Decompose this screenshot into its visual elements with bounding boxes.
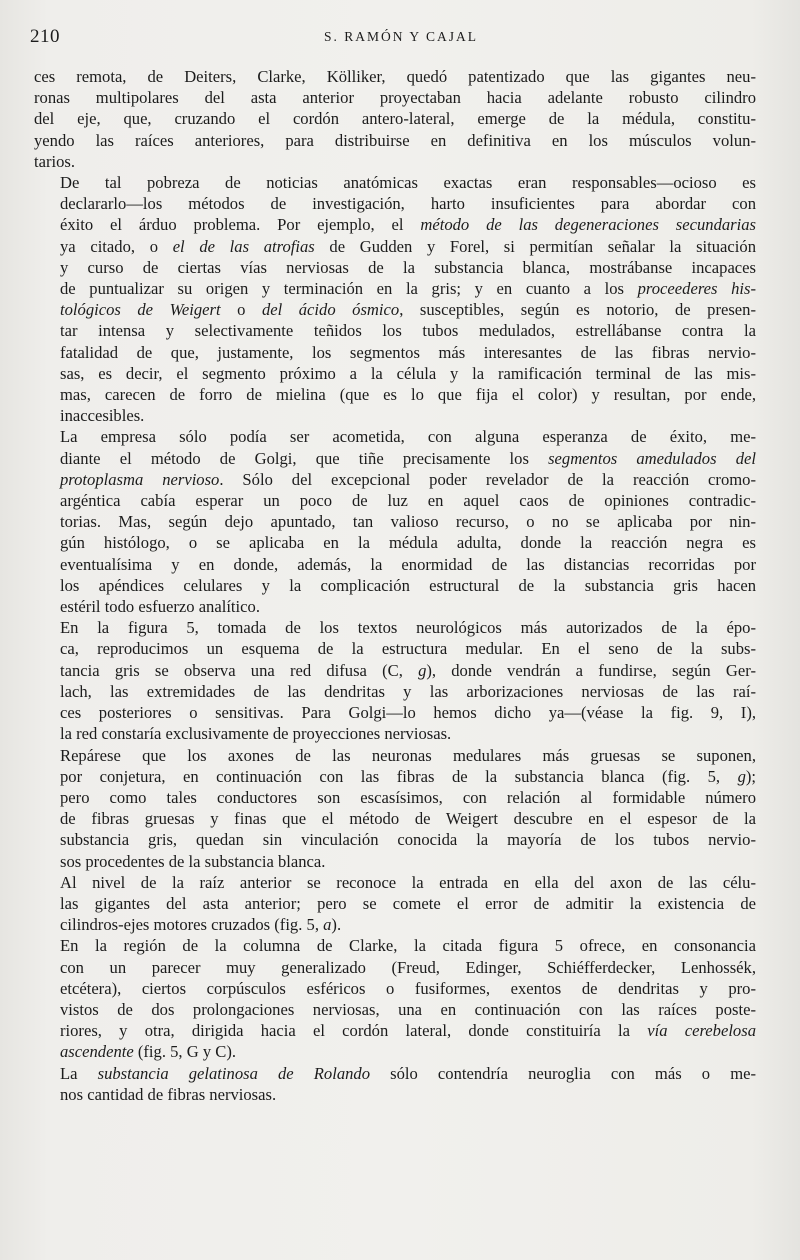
text-line: declararlo—los métodos de investigación, harto insuficientes para abordar con xyxy=(60,194,756,214)
text-line: tológicos de Weigert o del ácido ósmico, susceptibles, según es notorio, de presen- xyxy=(60,300,756,320)
text-line: tar intensa y selectivamente teñidos los tubos medulados, estrellábanse contra la xyxy=(60,321,756,341)
text-line: La substancia gelatinosa de Rolando sólo contendría neuroglia con más o me- xyxy=(60,1063,756,1083)
text-line: torias. Mas, según dejo apuntado, tan valioso recurso, o no se aplicaba por nin- xyxy=(60,512,756,532)
text-line: argéntica cabía esperar un poco de luz en aquel caos de opiniones contradic- xyxy=(60,491,756,511)
text-line: y curso de ciertas vías nerviosas de la substancia blanca, mostrábanse incapaces xyxy=(60,257,756,277)
text-line: éxito el árduo problema. Por ejemplo, el método de las degeneraciones secundarias xyxy=(60,215,756,235)
text-line: cilindros-ejes motores cruzados (fig. 5, a). xyxy=(60,915,342,935)
text-line: yendo las raíces anteriores, para distribuirse en definitiva en los músculos volun- xyxy=(34,130,756,150)
text-line: riores, y otra, dirigida hacia el cordón lateral, donde constituiría la vía cerebelosa xyxy=(60,1021,756,1041)
text-line: De tal pobreza de noticias anatómicas exactas eran responsables—ocioso es xyxy=(60,173,756,193)
text-line: tancia gris se observa una red difusa (C, g), donde vendrán a fundirse, según Ger- xyxy=(60,660,756,680)
running-head: S. RAMÓN Y CAJAL xyxy=(323,29,478,44)
text-line: vistos de dos prolongaciones nerviosas, una en continuación con las raíces poste- xyxy=(60,999,756,1019)
text-line: fatalidad de que, justamente, los segmentos más interesantes de las fibras nervio- xyxy=(60,342,756,362)
text-line: ya citado, o el de las atrofias de Gudden y Forel, si permitían señalar la situación xyxy=(60,236,756,256)
text-line: nos cantidad de fibras nerviosas. xyxy=(60,1084,277,1104)
text-line: ascendente (fig. 5, G y C). xyxy=(60,1042,237,1062)
text-line: del eje, que, cruzando el cordón antero-lateral, emerge de la médula, constitu- xyxy=(34,109,756,129)
text-line: ces remota, de Deiters, Clarke, Kölliker, quedó patentizado que las gigantes neu- xyxy=(34,67,756,86)
text-line: las gigantes del asta anterior; pero se comete el error de admitir la existencia de xyxy=(60,893,756,913)
text-line: tarios. xyxy=(34,151,76,171)
paragraph xyxy=(34,1063,756,1105)
text-line: Al nivel de la raíz anterior se reconoce la entrada en ella del axon de las célu- xyxy=(60,872,756,892)
text-line: pero como tales conductores son escasísimos, con relación al formidable número xyxy=(60,787,756,807)
text-line: por conjetura, en continuación con las fibras de la substancia blanca (fig. 5, g); xyxy=(60,766,756,786)
text-line: ronas multipolares del asta anterior proyectaban hacia adelante robusto cilindro xyxy=(34,88,756,108)
paragraph xyxy=(34,426,756,617)
paragraph xyxy=(34,872,756,936)
text-line: ca, reproducimos un esquema de la estructura medular. En el seno de la subs- xyxy=(60,639,756,659)
text-line: gún histólogo, o se aplicaba en la médula adulta, donde la reacción negra es xyxy=(60,533,756,553)
body-text xyxy=(34,66,756,1105)
text-line: Repárese que los axones de las neuronas medulares más gruesas se suponen, xyxy=(60,745,756,765)
text-line: ces posteriores o sensitivas. Para Golgi—lo hemos dicho ya—(véase la fig. 9, I), xyxy=(60,703,756,723)
text-line: eventualísima y en donde, además, la enormidad de las distancias recorridas por xyxy=(60,554,756,574)
text-line: de fibras gruesas y finas que el método de Weigert descubre en el espesor de la xyxy=(60,809,756,829)
page-header xyxy=(30,26,772,54)
text-line: de puntualizar su origen y terminación en la gris; y en cuanto a los proceederes his- xyxy=(60,279,756,299)
text-line: mas, carecen de forro de mielina (que es lo que fija el color) y resultan, por ende, xyxy=(60,385,756,405)
text-line: En la figura 5, tomada de los textos neurológicos más autorizados de la épo- xyxy=(60,618,756,638)
paragraph xyxy=(34,172,756,426)
text-line: los apéndices celulares y la complicación estructural de la substancia gris hacen xyxy=(60,575,756,595)
text-line: la red constaría exclusivamente de proyecciones nerviosas. xyxy=(60,724,452,744)
text-line: sos procedentes de la substancia blanca. xyxy=(60,851,326,871)
text-line: inaccesibles. xyxy=(60,406,145,426)
text-line: En la región de la columna de Clarke, la citada figura 5 ofrece, en consonancia xyxy=(60,936,756,956)
text-line: La empresa sólo podía ser acometida, con alguna esperanza de éxito, me- xyxy=(60,427,756,447)
text-line: diante el método de Golgi, que tiñe precisamente los segmentos amedulados del xyxy=(60,448,756,468)
page-number: 210 xyxy=(30,26,60,47)
text-line: substancia gris, quedan sin vinculación conocida la mayoría de los tubos nervio- xyxy=(60,830,756,850)
text-line: estéril todo esfuerzo analítico. xyxy=(60,597,260,617)
paragraph xyxy=(34,66,756,172)
text-line: protoplasma nervioso. Sólo del excepcional poder revelador de la reacción cromo- xyxy=(60,469,756,489)
paragraph xyxy=(34,935,756,1062)
text-line: con un parecer muy generalizado (Freud, Edinger, Schiéfferdecker, Lenhossék, xyxy=(60,957,756,977)
text-line: lach, las extremidades de las dendritas y las arborizaciones nerviosas de las raí- xyxy=(60,681,756,701)
paragraph xyxy=(34,617,756,744)
paragraph xyxy=(34,745,756,872)
text-line: sas, es decir, el segmento próximo a la célula y la ramificación terminal de las mis- xyxy=(60,363,756,383)
text-line: etcétera), ciertos corpúsculos esféricos o fusiformes, exentos de dendritas y pro- xyxy=(60,978,756,998)
